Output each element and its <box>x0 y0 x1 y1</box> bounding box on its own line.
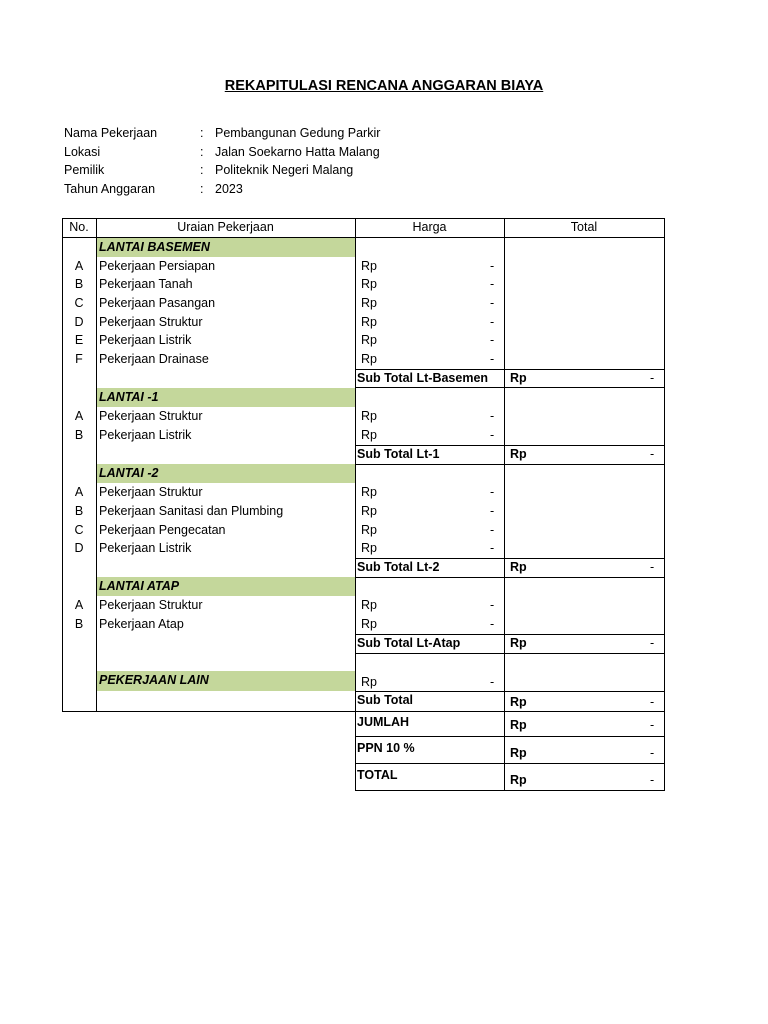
currency-label: Rp <box>361 485 377 499</box>
info-label: Pemilik <box>64 163 105 177</box>
empty-amount-dash: - <box>650 447 655 461</box>
item-name: Pekerjaan Struktur <box>99 315 203 329</box>
info-value: Politeknik Negeri Malang <box>215 163 354 177</box>
section-title: LANTAI -2 <box>99 466 159 480</box>
empty-amount-dash: - <box>490 315 495 329</box>
item-no: C <box>74 523 84 537</box>
currency-label: Rp <box>361 598 377 612</box>
item-no: A <box>74 409 84 423</box>
item-no: B <box>74 428 84 442</box>
item-name: Pekerjaan Pasangan <box>99 296 216 310</box>
section-title: PEKERJAAN LAIN <box>99 673 209 687</box>
empty-amount-dash: - <box>490 409 495 423</box>
currency-label: Rp <box>361 541 377 555</box>
currency-label: Rp <box>361 259 377 273</box>
empty-amount-dash: - <box>650 560 655 574</box>
item-name: Pekerjaan Struktur <box>99 485 203 499</box>
subtotal-bottom-border <box>355 464 665 465</box>
item-no: B <box>74 504 84 518</box>
empty-amount-dash: - <box>490 259 495 273</box>
item-name: Pekerjaan Struktur <box>99 409 203 423</box>
info-label: Nama Pekerjaan <box>64 126 158 140</box>
empty-amount-dash: - <box>490 352 495 366</box>
empty-amount-dash: - <box>490 617 495 631</box>
subtotal-bottom-border <box>355 387 665 388</box>
currency-label: Rp <box>361 315 377 329</box>
header-harga: Harga <box>412 220 447 234</box>
empty-amount-dash: - <box>650 718 655 732</box>
item-name: Pekerjaan Pengecatan <box>99 523 226 537</box>
item-name: Pekerjaan Atap <box>99 617 184 631</box>
currency-label: Rp <box>510 695 527 709</box>
currency-label: Rp <box>361 296 377 310</box>
currency-label: Rp <box>361 428 377 442</box>
item-no: D <box>74 541 84 555</box>
empty-amount-dash: - <box>490 675 495 689</box>
info-colon: : <box>200 163 204 177</box>
currency-label: Rp <box>510 371 527 385</box>
currency-label: Rp <box>361 409 377 423</box>
summary-label: PPN 10 % <box>357 741 415 755</box>
info-colon: : <box>200 126 204 140</box>
empty-amount-dash: - <box>490 296 495 310</box>
empty-amount-dash: - <box>490 504 495 518</box>
info-value: Jalan Soekarno Hatta Malang <box>215 145 380 159</box>
currency-label: Rp <box>361 617 377 631</box>
info-value: 2023 <box>215 182 243 196</box>
table-left-border <box>62 218 63 712</box>
item-no: B <box>74 277 84 291</box>
item-name: Pekerjaan Drainase <box>99 352 209 366</box>
summary-row-border <box>355 763 665 764</box>
currency-label: Rp <box>361 504 377 518</box>
summary-label: JUMLAH <box>357 715 410 729</box>
empty-amount-dash: - <box>650 773 655 787</box>
item-no: D <box>74 315 84 329</box>
info-value: Pembangunan Gedung Parkir <box>215 126 381 140</box>
table-right-border <box>664 218 665 791</box>
empty-amount-dash: - <box>650 746 655 760</box>
info-label: Tahun Anggaran <box>64 182 156 196</box>
column-divider <box>504 218 505 791</box>
item-no: E <box>74 333 84 347</box>
header-total: Total <box>570 220 598 234</box>
item-name: Pekerjaan Struktur <box>99 598 203 612</box>
summary-label: Sub Total <box>357 693 414 707</box>
empty-amount-dash: - <box>490 485 495 499</box>
column-divider <box>355 218 356 791</box>
info-colon: : <box>200 182 204 196</box>
section-title: LANTAI ATAP <box>99 579 180 593</box>
summary-bottom-border <box>355 790 665 791</box>
empty-amount-dash: - <box>650 371 655 385</box>
currency-label: Rp <box>361 333 377 347</box>
item-no: F <box>75 352 83 366</box>
item-name: Pekerjaan Persiapan <box>99 259 216 273</box>
subtotal-label: Sub Total Lt-1 <box>357 447 440 461</box>
empty-amount-dash: - <box>490 277 495 291</box>
table-bottom-border <box>62 711 665 712</box>
item-no: C <box>74 296 84 310</box>
empty-amount-dash: - <box>490 541 495 555</box>
item-name: Pekerjaan Listrik <box>99 333 192 347</box>
info-label: Lokasi <box>64 145 101 159</box>
column-divider <box>96 218 97 712</box>
item-name: Pekerjaan Listrik <box>99 428 192 442</box>
summary-row-border <box>355 736 665 737</box>
item-no: B <box>74 617 84 631</box>
currency-label: Rp <box>361 675 377 689</box>
section-title: LANTAI BASEMEN <box>99 240 210 254</box>
item-name: Pekerjaan Tanah <box>99 277 193 291</box>
currency-label: Rp <box>510 636 527 650</box>
subtotal-label: Sub Total Lt-2 <box>357 560 440 574</box>
currency-label: Rp <box>361 277 377 291</box>
currency-label: Rp <box>510 746 527 760</box>
info-colon: : <box>200 145 204 159</box>
currency-label: Rp <box>361 523 377 537</box>
empty-amount-dash: - <box>650 636 655 650</box>
document-title: REKAPITULASI RENCANA ANGGARAN BIAYA <box>224 78 544 94</box>
section-title: LANTAI -1 <box>99 390 159 404</box>
currency-label: Rp <box>510 773 527 787</box>
currency-label: Rp <box>510 560 527 574</box>
empty-amount-dash: - <box>490 428 495 442</box>
currency-label: Rp <box>361 352 377 366</box>
empty-amount-dash: - <box>490 523 495 537</box>
subtotal-bottom-border <box>355 577 665 578</box>
empty-amount-dash: - <box>490 333 495 347</box>
item-name: Pekerjaan Listrik <box>99 541 192 555</box>
currency-label: Rp <box>510 718 527 732</box>
item-no: A <box>74 485 84 499</box>
header-no: No. <box>69 220 89 234</box>
summary-label: TOTAL <box>357 768 398 782</box>
subtotal-label: Sub Total Lt-Basemen <box>357 371 489 385</box>
item-no: A <box>74 598 84 612</box>
subtotal-bottom-border <box>355 653 665 654</box>
item-name: Pekerjaan Sanitasi dan Plumbing <box>99 504 284 518</box>
item-no: A <box>74 259 84 273</box>
currency-label: Rp <box>510 447 527 461</box>
header-uraian: Uraian Pekerjaan <box>177 220 274 234</box>
empty-amount-dash: - <box>490 598 495 612</box>
empty-amount-dash: - <box>650 695 655 709</box>
subtotal-label: Sub Total Lt-Atap <box>357 636 461 650</box>
